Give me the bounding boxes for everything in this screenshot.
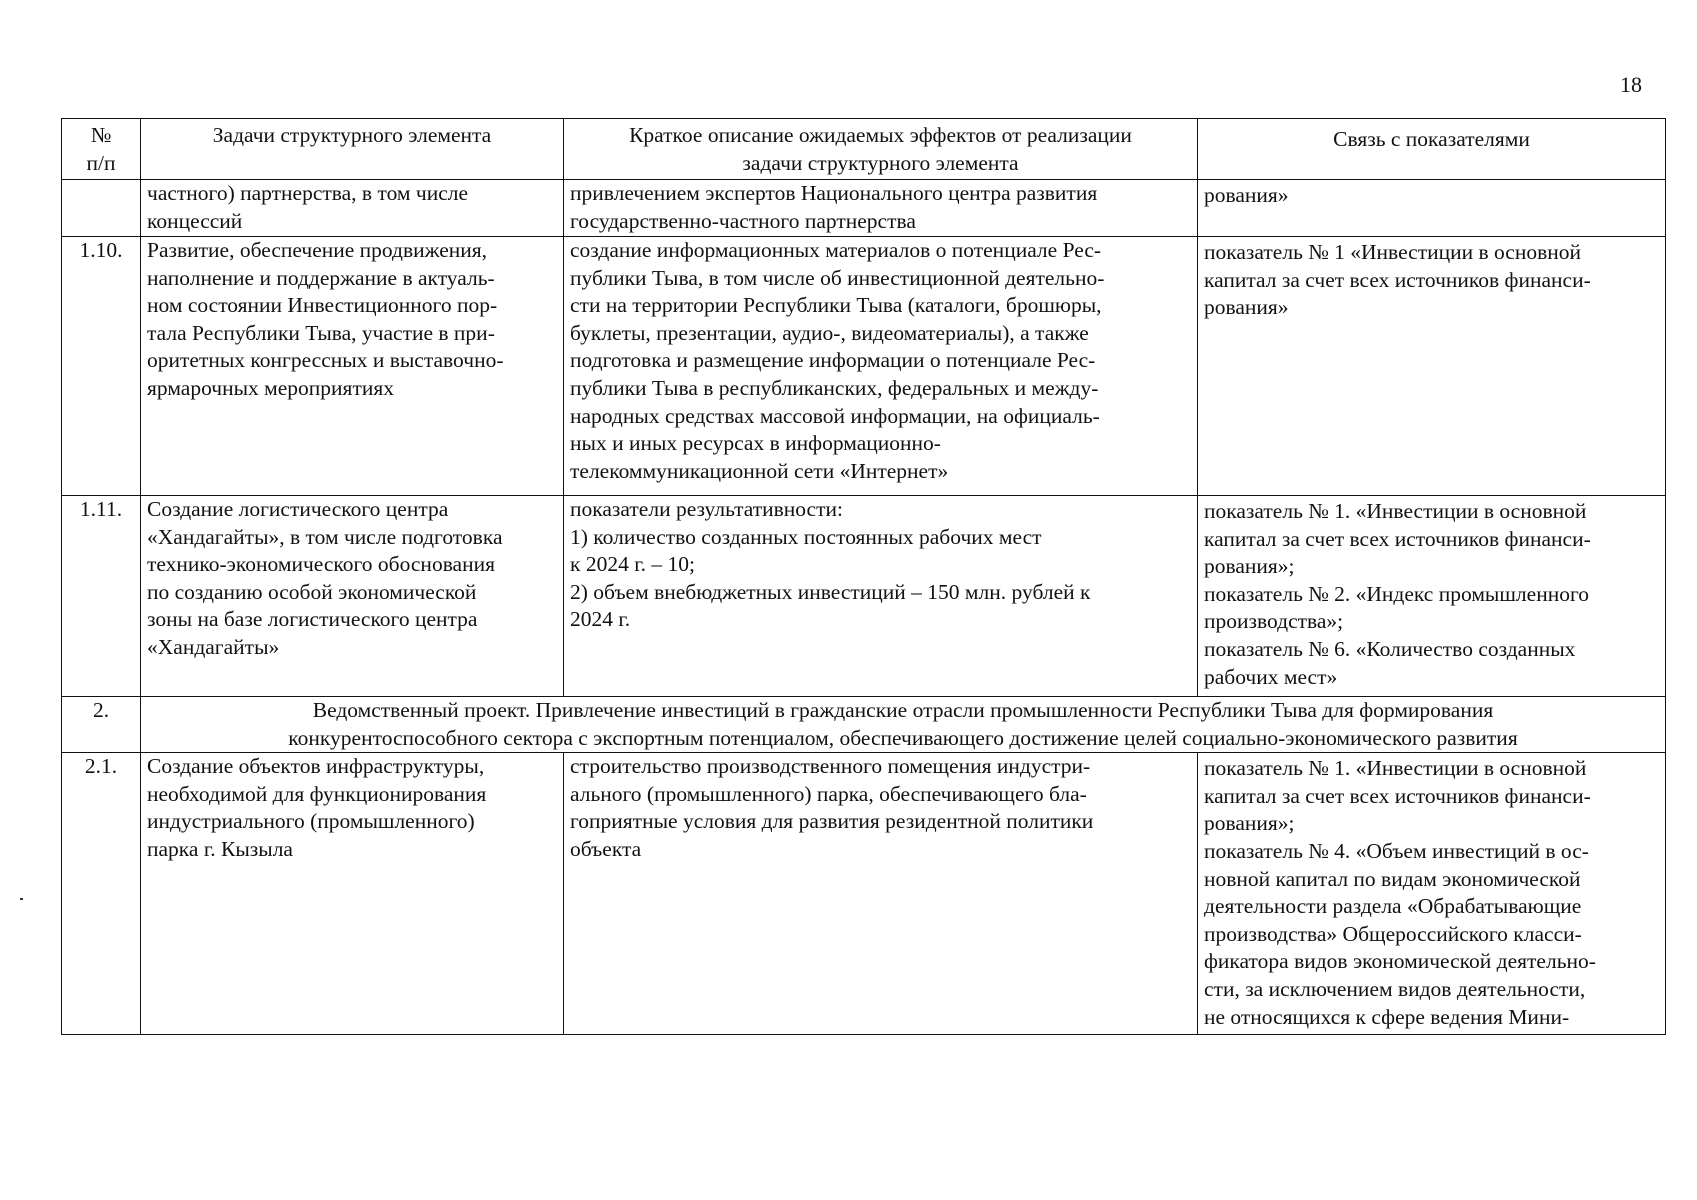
table-row xyxy=(62,496,1666,697)
link-line: показатель № 1. «Инвестиции в основной xyxy=(1204,499,1587,523)
task-line: наполнение и поддержание в актуаль- xyxy=(147,265,495,290)
header-num-line: п/п xyxy=(86,151,116,175)
link-line: рования»; xyxy=(1204,554,1295,579)
task-line: по созданию особой экономической xyxy=(147,579,477,604)
task-line: индустриального (промышленного) xyxy=(147,809,475,834)
link-line: не относящихся к сфере ведения Мини- xyxy=(1204,1004,1570,1029)
link-line: показатель № 1. «Инвестиции в основной xyxy=(1204,756,1587,781)
effect-line: народных средствах массовой информации, на официаль- xyxy=(570,403,1100,428)
link-line: капитал за счет всех источников финанси- xyxy=(1204,267,1591,292)
task-cell xyxy=(141,496,564,697)
link-line: производства»; xyxy=(1204,609,1344,634)
link-line: капитал за счет всех источников финанси- xyxy=(1204,526,1591,551)
link-cell xyxy=(1198,753,1666,1035)
header-task-line: Задачи структурного элемента xyxy=(212,123,492,147)
row-num-cell: 2. xyxy=(62,697,141,753)
link-line: рования»; xyxy=(1204,811,1295,836)
effect-line: 2) объем внебюджетных инвестиций – 150 млн. рублей к xyxy=(570,579,1091,604)
effect-line: буклеты, презентации, аудио-, видеоматериалы), а также xyxy=(570,320,1089,345)
effect-line: публики Тыва, в том числе об инвестиционной деятельно- xyxy=(570,265,1105,290)
section-title-line: Ведомственный проект. Привлечение инвестиций в гражданские отрасли промышленности Республики Тыва для формирования xyxy=(312,698,1494,722)
link-line: показатель № 6. «Количество созданных xyxy=(1204,636,1576,661)
task-line: Создание объектов инфраструктуры, xyxy=(147,754,485,779)
effect-line: государственно-частного партнерства xyxy=(570,208,916,233)
effect-cell xyxy=(564,496,1198,697)
task-line: «Хандагайты» xyxy=(147,634,280,659)
task-line: Развитие, обеспечение продвижения, xyxy=(147,238,488,262)
task-cell xyxy=(141,753,564,1035)
row-num-cell: 1.10. xyxy=(62,237,141,496)
task-line: Создание логистического центра xyxy=(147,497,449,521)
link-line: рования» xyxy=(1204,295,1289,320)
row-num-cell: 2.1. xyxy=(62,753,141,1035)
link-line: рабочих мест» xyxy=(1204,664,1338,689)
effect-line: показатели результативности: xyxy=(570,497,843,521)
task-line: необходимой для функционирования xyxy=(147,781,487,806)
effect-line: гоприятные условия для развития резидентной политики xyxy=(570,809,1094,834)
link-line: показатель № 2. «Индекс промышленного xyxy=(1204,581,1589,606)
task-line: «Хандагайты», в том числе подготовка xyxy=(147,524,503,549)
link-line: производства» Общероссийского класси- xyxy=(1204,921,1582,946)
task-line: концессий xyxy=(147,208,243,233)
margin-mark xyxy=(20,898,23,900)
table-row xyxy=(62,180,1666,237)
effect-line: 1) количество созданных постоянных рабочих мест xyxy=(570,524,1042,549)
header-effect-line: задачи структурного элемента xyxy=(742,151,1019,175)
section-row xyxy=(62,697,1666,753)
table-row xyxy=(62,237,1666,496)
header-link-line: Связь с показателями xyxy=(1333,127,1530,151)
table-header-row xyxy=(62,119,1666,180)
effect-line: ального (промышленного) парка, обеспечивающего бла- xyxy=(570,781,1087,806)
header-num-line: № xyxy=(90,123,112,147)
task-line: технико-экономического обоснования xyxy=(147,552,495,577)
header-link xyxy=(1198,119,1666,180)
effect-line: сти на территории Республики Тыва (каталоги, брошюры, xyxy=(570,293,1102,318)
header-effect-line: Краткое описание ожидаемых эффектов от реализации xyxy=(629,123,1132,147)
link-line: капитал за счет всех источников финанси- xyxy=(1204,783,1591,808)
row-num-cell: 1.11. xyxy=(62,496,141,697)
link-line: показатель № 1 «Инвестиции в основной xyxy=(1204,240,1582,264)
link-line: фикатора видов экономической деятельно- xyxy=(1204,949,1596,974)
task-line: тала Республики Тыва, участие в при- xyxy=(147,320,495,345)
header-task xyxy=(141,119,564,180)
row-num-cell xyxy=(62,180,141,237)
page-number: 18 xyxy=(1620,72,1642,97)
task-line: частного) партнерства, в том числе xyxy=(147,181,469,205)
task-line: ном состоянии Инвестиционного пор- xyxy=(147,293,498,318)
task-cell xyxy=(141,237,564,496)
effect-line: публики Тыва в республиканских, федеральных и между- xyxy=(570,375,1099,400)
measures-table xyxy=(61,118,1666,1035)
table-row xyxy=(62,753,1666,1035)
effect-line: объекта xyxy=(570,836,642,861)
link-line: показатель № 4. «Объем инвестиций в ос- xyxy=(1204,838,1589,863)
effect-line: ных и иных ресурсах в информационно- xyxy=(570,431,941,456)
effect-cell xyxy=(564,180,1198,237)
section-title-cell xyxy=(141,697,1666,753)
task-line: оритетных конгрессных и выставочно- xyxy=(147,348,504,373)
effect-line: к 2024 г. – 10; xyxy=(570,552,695,577)
link-line: сти, за исключением видов деятельности, xyxy=(1204,976,1586,1001)
effect-cell xyxy=(564,237,1198,496)
task-line: парка г. Кызыла xyxy=(147,836,293,861)
effect-line: телекоммуникационной сети «Интернет» xyxy=(570,458,949,483)
section-title-line: конкурентоспособного сектора с экспортным потенциалом, обеспечивающего достижение целей социально-экономического развития xyxy=(288,725,1518,750)
link-cell xyxy=(1198,496,1666,697)
task-line: ярмарочных мероприятиях xyxy=(147,375,394,400)
effect-cell xyxy=(564,753,1198,1035)
link-line: рования» xyxy=(1204,183,1289,207)
effect-line: 2024 г. xyxy=(570,607,631,632)
link-line: деятельности раздела «Обрабатывающие xyxy=(1204,894,1582,919)
effect-line: создание информационных материалов о потенциале Рес- xyxy=(570,238,1102,262)
header-effect xyxy=(564,119,1198,180)
link-cell xyxy=(1198,237,1666,496)
task-cell xyxy=(141,180,564,237)
header-num xyxy=(62,119,141,180)
task-line: зоны на базе логистического центра xyxy=(147,607,478,632)
effect-line: строительство производственного помещения индустри- xyxy=(570,754,1091,779)
effect-line: привлечением экспертов Национального центра развития xyxy=(570,181,1098,205)
link-cell xyxy=(1198,180,1666,237)
link-line: новной капитал по видам экономической xyxy=(1204,866,1581,891)
effect-line: подготовка и размещение информации о потенциале Рес- xyxy=(570,348,1096,373)
